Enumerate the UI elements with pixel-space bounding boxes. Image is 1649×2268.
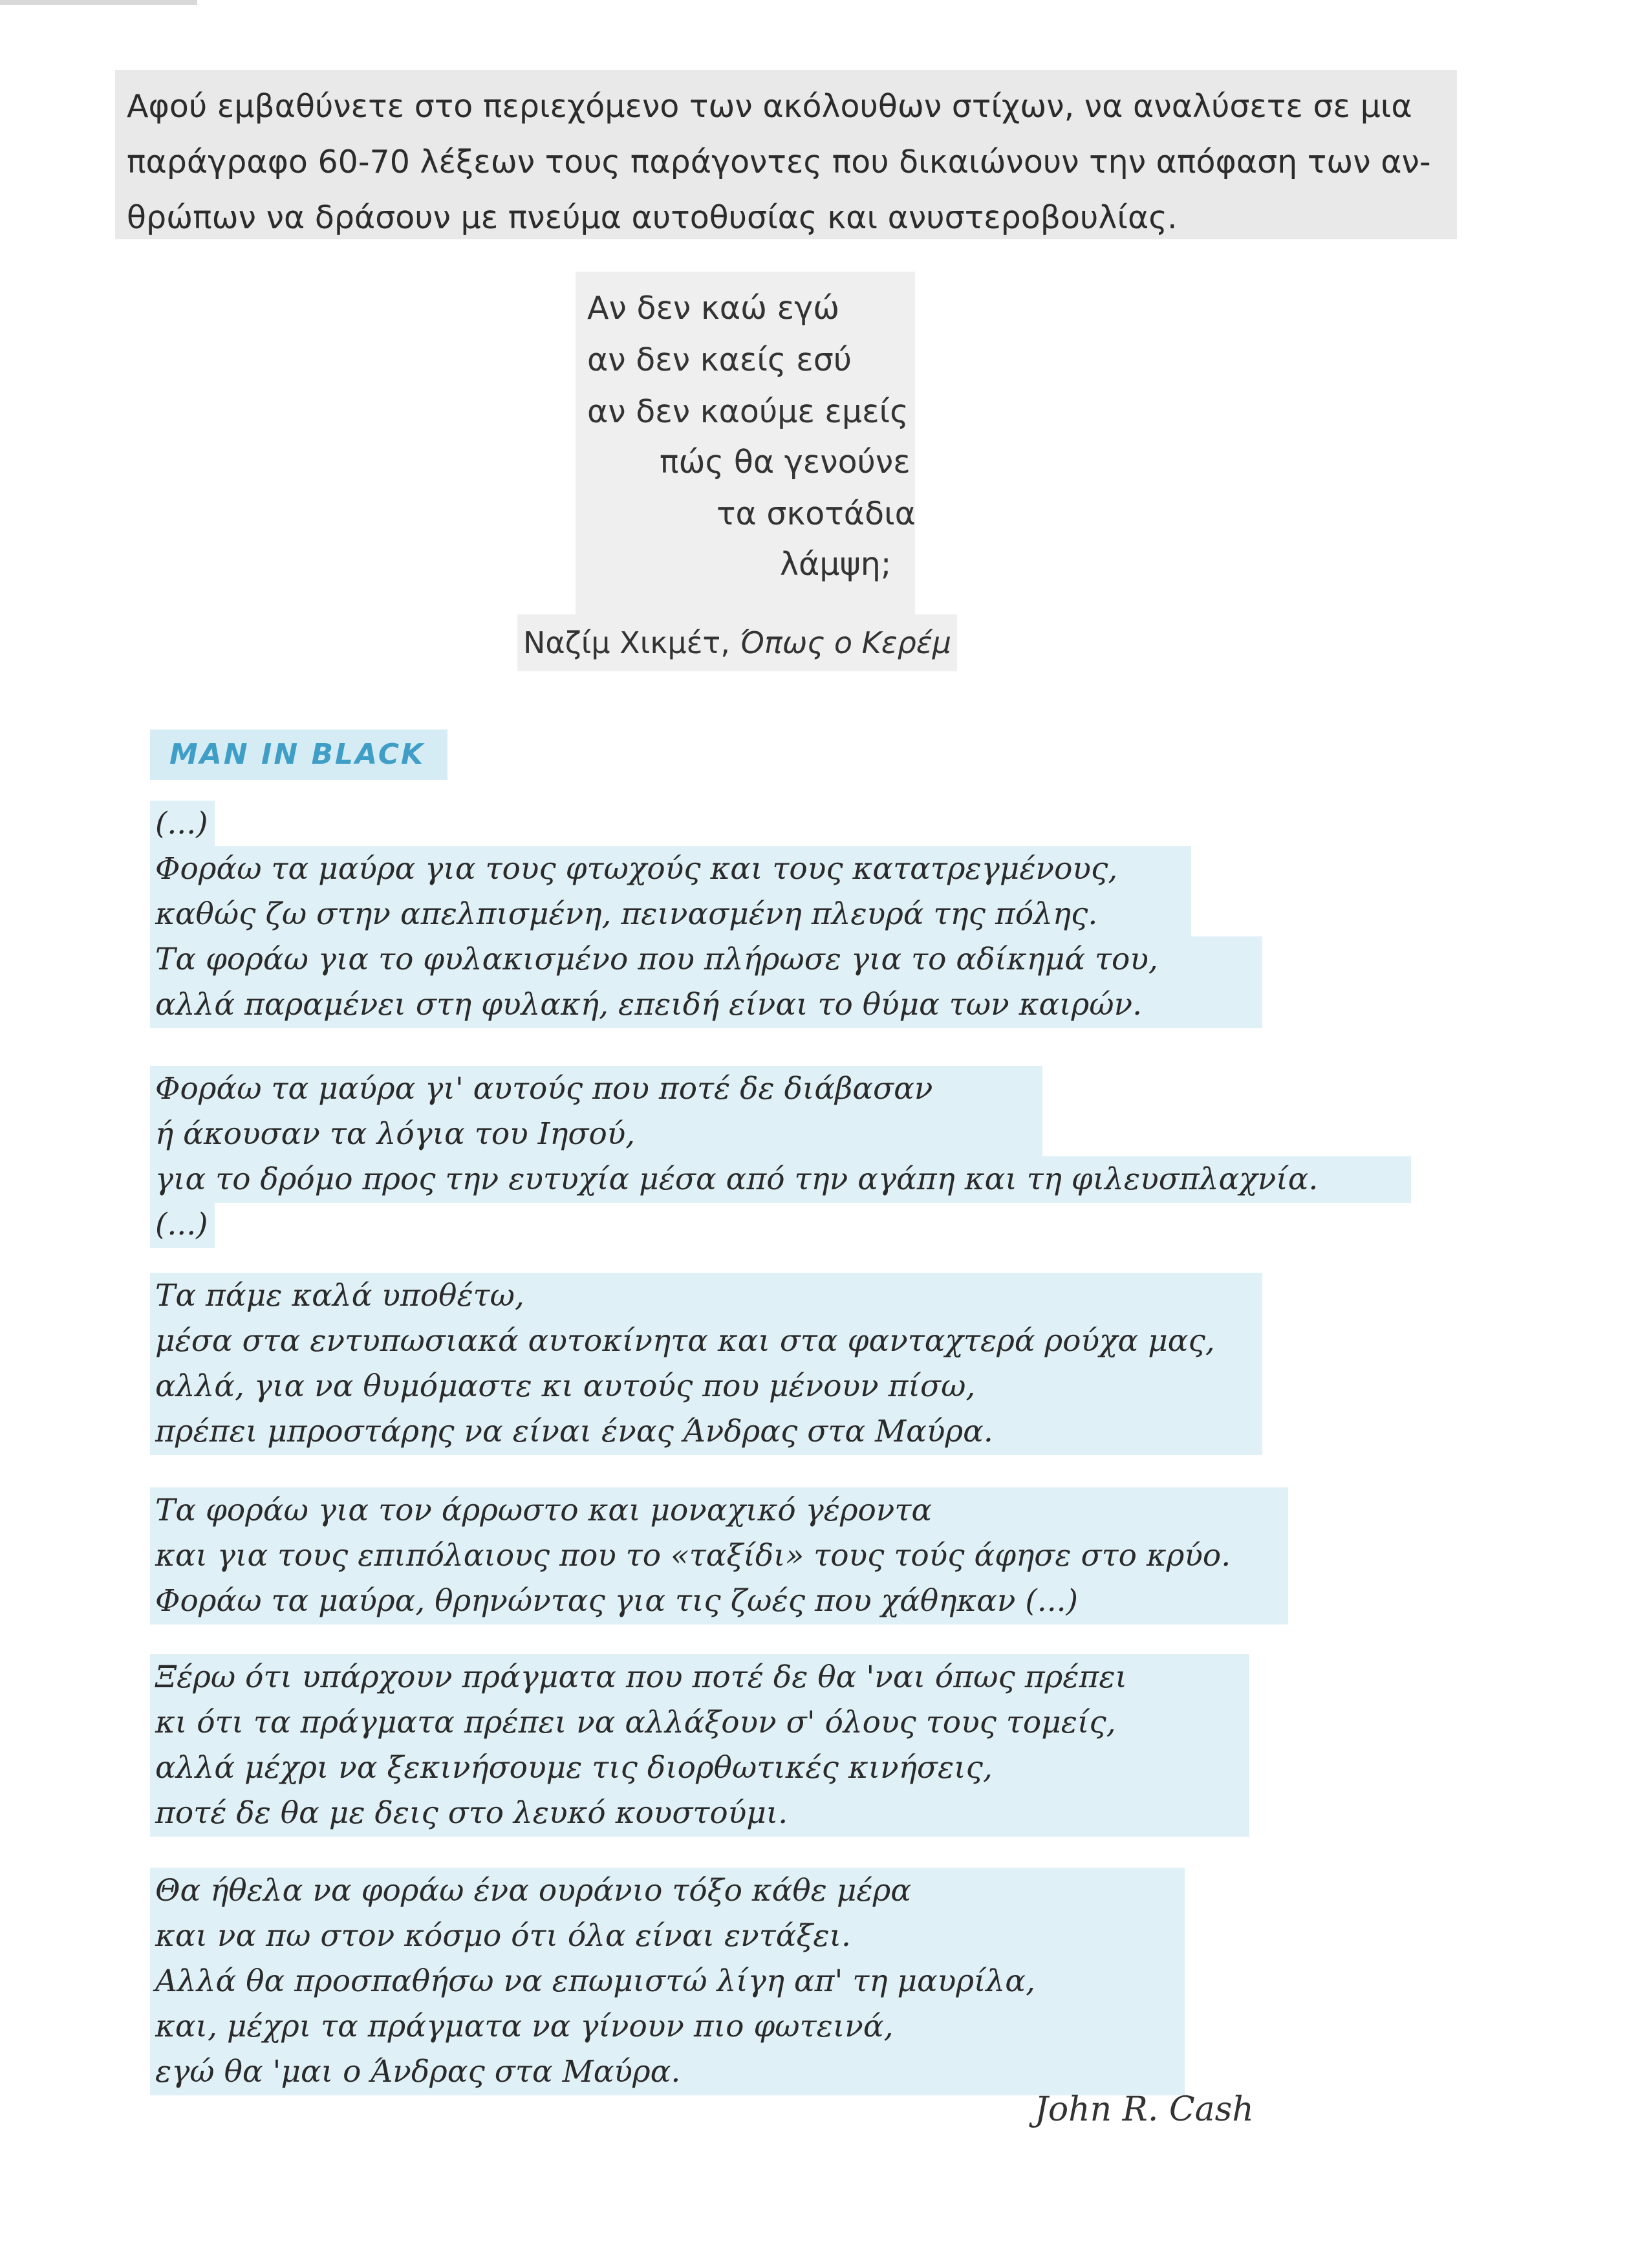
poem-line: Φοράω τα μαύρα γι' αυτούς που ποτέ δε διάβασαν [150, 1066, 1042, 1112]
hikmet-line: τα σκοτάδια [717, 495, 916, 532]
instruction-line: παράγραφο 60-70 λέξεων τους παράγοντες που δικαιώνουν την απόφαση των αν- [127, 144, 1431, 180]
poem-line: αλλά παραμένει στη φυλακή, επειδή είναι το θύμα των καιρών. [150, 982, 1262, 1028]
poem-line: Φοράω τα μαύρα, θρηνώντας για τις ζωές που χάθηκαν (...) [150, 1578, 1288, 1625]
hikmet-poem [576, 272, 915, 621]
poem-line: μέσα στα εντυπωσιακά αυτοκίνητα και στα φανταχτερά ρούχα μας, [150, 1318, 1262, 1365]
poem-line: για το δρόμο προς την ευτυχία μέσα από την αγάπη και τη φιλευσπλαχνία. [150, 1156, 1411, 1203]
instruction-line: θρώπων να δράσουν με πνεύμα αυτοθυσίας και ανυστεροβουλίας. [127, 199, 1178, 236]
poem-line: και για τους επιπόλαιους που το «ταξίδι» τους τούς άφησε στο κρύο. [150, 1533, 1288, 1579]
hikmet-line: Αν δεν καώ εγώ [587, 290, 840, 327]
poem-line: Ξέρω ότι υπάρχουν πράγματα που ποτέ δε θα 'ναι όπως πρέπει [150, 1654, 1249, 1701]
poem-line: Φοράω τα μαύρα για τους φτωχούς και τους κατατρεγμένους, [150, 846, 1191, 892]
poem-line: κι ότι τα πράγματα πρέπει να αλλάξουν σ' όλους τους τομείς, [150, 1700, 1249, 1746]
attribution-author: Ναζίμ Χικμέτ, [523, 625, 730, 660]
attribution-work: Όπως ο Κερέμ [739, 625, 952, 660]
poem-line: αλλά, για να θυμόμαστε κι αυτούς που μένουν πίσω, [150, 1363, 1262, 1410]
hikmet-line: αν δεν καείς εσύ [587, 341, 852, 378]
poem-line: και, μέχρι τα πράγματα να γίνουν πιο φωτεινά, [150, 2003, 1185, 2050]
instruction-line: Αφού εμβαθύνετε στο περιεχόμενο των ακόλουθων στίχων, να αναλύσετε σε μια [127, 88, 1412, 125]
poem-line: Τα πάμε καλά υποθέτω, [150, 1273, 1262, 1319]
poem-line: ποτέ δε θα με δεις στο λευκό κουστούμι. [150, 1790, 1249, 1837]
instruction-paragraph [115, 70, 1457, 239]
poem-line: Αλλά θα προσπαθήσω να επωμιστώ λίγη απ' τη μαυρίλα, [150, 1958, 1185, 2005]
poem-line: Τα φοράω για το φυλακισμένο που πλήρωσε για το αδίκημά του, [150, 936, 1262, 983]
hikmet-line: πώς θα γενούνε [660, 444, 911, 481]
hikmet-line: αν δεν καούμε εμείς [587, 393, 909, 430]
scan-edge-mark [0, 0, 197, 5]
hikmet-line: λάμψη; [780, 546, 892, 583]
poem-line: καθώς ζω στην απελπισμένη, πεινασμένη πλευρά της πόλης. [150, 891, 1191, 938]
poem-title: MAN IN BLACK [150, 729, 447, 780]
poem-line: (...) [150, 1202, 215, 1248]
poem-line: ή άκουσαν τα λόγια του Ιησού, [150, 1111, 1042, 1158]
hikmet-attribution [517, 614, 957, 671]
poem-line: και να πω στον κόσμο ότι όλα είναι εντάξει. [150, 1913, 1185, 1960]
poem-line: Τα φοράω για τον άρρωστο και μοναχικό γέροντα [150, 1487, 1288, 1534]
poem-line: Θα ήθελα να φοράω ένα ουράνιο τόξο κάθε μέρα [150, 1868, 1185, 1914]
poem-line: εγώ θα 'μαι ο Άνδρας στα Μαύρα. [150, 2049, 1185, 2095]
poem-author: John R. Cash [1035, 2090, 1254, 2129]
poem-line: αλλά μέχρι να ξεκινήσουμε τις διορθωτικές κινήσεις, [150, 1745, 1249, 1791]
poem-line: πρέπει μπροστάρης να είναι ένας Άνδρας στα Μαύρα. [150, 1409, 1262, 1455]
poem-line: (...) [150, 801, 215, 847]
